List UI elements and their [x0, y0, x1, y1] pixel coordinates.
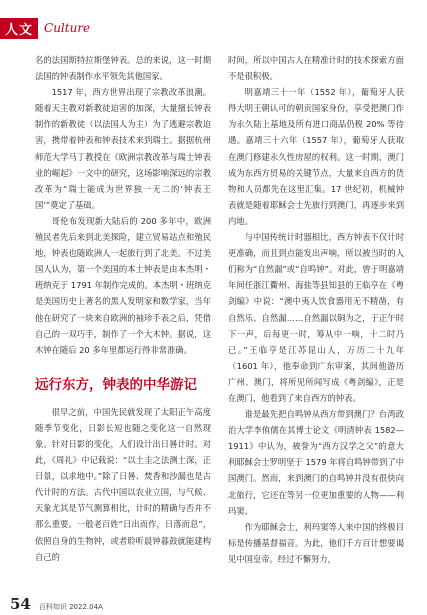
paragraph: 谁是最先把自鸣钟从西方带到澳门？台湾政治大学李侑儒在其博士论文《明清钟表 1582—1911》中认为，被誉为“西方汉学之父”的意大利耶稣会士罗明坚于 1579 年将自鸣钟带到了中国澳门。然而，来到澳门的自鸣钟并没有很快向北旅行，它还在等另一位更加重要的人物——利玛窦。	[228, 409, 404, 516]
paragraph: 作为耶稣会士，利玛窦等人来中国的终极目标是传播基督福音。为此，他们千方百计想要谒见中国皇帝。经过不懈努力，	[228, 521, 404, 564]
section-title-en: Culture	[44, 21, 91, 35]
paragraph: 名的法国斯特拉斯堡钟表。总的来说，这一时期法国的钟表制作水平领先其他国家。	[35, 55, 211, 82]
section-header	[0, 18, 90, 38]
paragraph: 哥伦布发现新大陆后的 200 多年中，欧洲殖民者先后来到北美探险，建立贸易站点和殖民地，钟表也随欧洲人一起旅行到了北美。不过美国人认为，第一个美国的本土钟表是由本杰明・班纳克于 1791 年制作完成的。本杰明・班纳克是美国历史上著名的黑人发明家和数学家，当年他在研究了一块来自欧洲的袖珍手表之后，凭借自己的一双巧手，制作了一个大木钟。据说，这木钟在随后 20 多年里都运行得非常准确。	[35, 215, 211, 355]
right-column	[228, 52, 404, 567]
paragraph: 时间，所以中国古人在精准计时的技术探索方面不是很积极。	[228, 55, 404, 82]
paragraph: 1517 年，西方世界出现了宗教改革浪潮。随着天主教对新教徒迫害的加深，大量擅长钟表制作的新教徒（以法国人为主）为了逃避宗教迫害，携带着钟表和钟表技术来到瑞士。据据杭州师范大学马丁教授在《欧洲宗教改革与瑞士钟表业的崛起》一文中的研究，这场影响深远的宗教改革为“瑞士能成为世界独一无二的‘钟表王国’”奠定了基础。	[35, 87, 211, 210]
page-footer	[10, 595, 103, 613]
section-tag-culture: 人文	[0, 18, 38, 39]
magazine-issue: 百科知识 2022.04A	[38, 603, 103, 611]
page-number: 54	[10, 595, 31, 613]
paragraph: 与中国传统计时器相比，西方钟表不仅计时更准确，而且到点能发出声响，所以被当时的人们称为“自然漏”或“自鸣钟”。对此，曾于明嘉靖年间任浙江衢州、海盐等县知县的王临亨在《粤剑编》中说：“澳中夷人饮食器用无不精凿，有自然乐、自然漏……自然漏以铜为之，于正午时下一声，后每更一时，筹从中一响，十二时乃已。”王临亨是江苏昆山人，万历二十九年（1601 年），他奉命到广东审案，其间他游历广州、澳门，将所见所闻写成《粤剑编》，正是在澳门，他看到了来自西方的钟表。	[228, 232, 404, 403]
section-subheading: 远行东方，钟表的中华游记	[35, 376, 197, 393]
paragraph: 很早之前，中国先民就发现了太阳正午高度随季节变化，日影长短也随之变化这一自然现象。针对日影的变化，人们设计出日晷计时。对此，《周礼》中记载说：“以土圭之法测土深，正日景，以求地中。”除了日晷、焚香和沙漏也是古代计时的方法。古代中国以农业立国，与气候、天象尤其是节气测算相比，计时的精确与否并不那么重要。一般老百姓“日出而作，日落而息”，依照自身的生物钟，或者聆听晨钟暮鼓就能建构自己的	[35, 406, 211, 562]
left-column	[35, 52, 211, 565]
paragraph: 明嘉靖三十一年（1552 年），葡萄牙人获得大明王朝认可的朝贡国家身份，享受把澳门作为永久陆上基地及所有进口商品仍税 20% 等待遇。嘉靖三十六年（1557 年），葡萄牙人获取在澳门修建永久性房屋的权利。这一时期，澳门成为东西方贸易的关键节点，大量来自西方的货物和人员都先在这里汇集。17 世纪初，机械钟表就是随着耶稣会士先旅行到澳门，再逐步来到内地。	[228, 87, 404, 226]
